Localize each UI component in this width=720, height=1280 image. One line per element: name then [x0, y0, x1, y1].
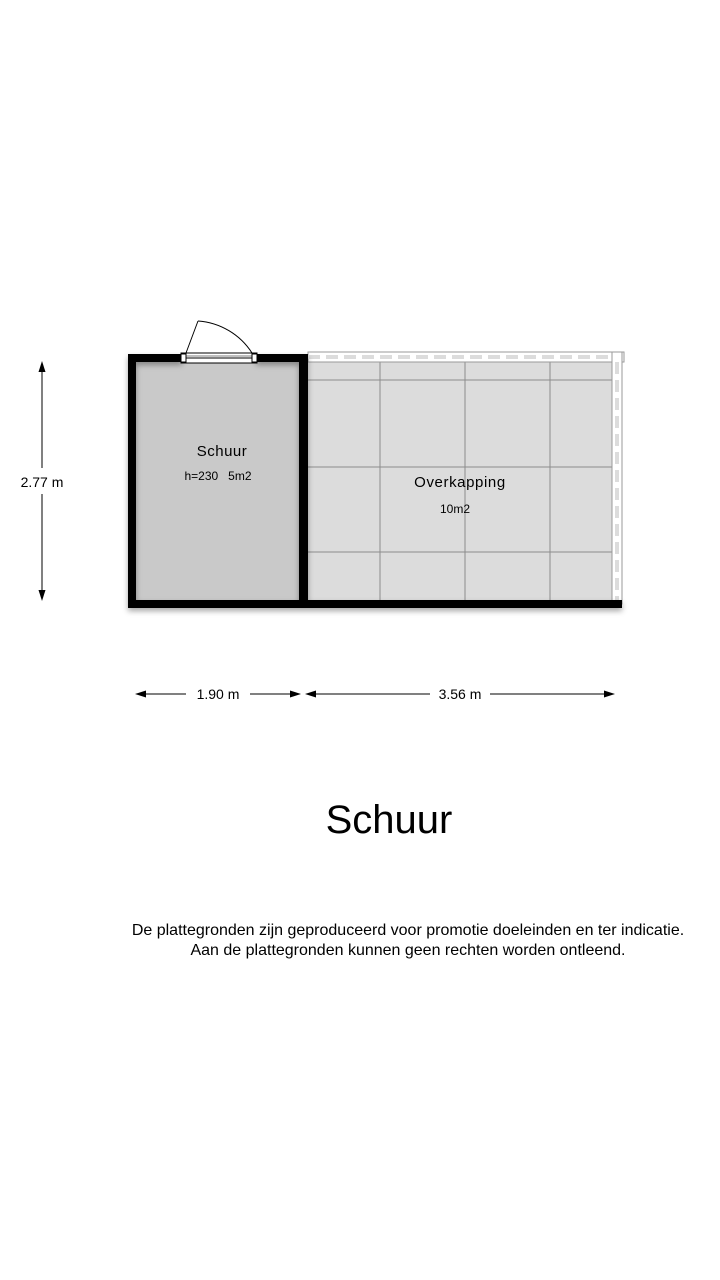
disclaimer-line-2: Aan de plattegronden kunnen geen rechten worden ontleend. — [190, 942, 626, 959]
door — [181, 321, 257, 363]
dimension-height-label: 2.77 m — [20, 474, 64, 490]
disclaimer-line-1: De plattegronden zijn geproduceerd voor promotie doeleinden en ter indicatie. — [131, 922, 685, 939]
plan-title: Schuur — [325, 798, 453, 842]
dimension-width-right-label: 3.56 m — [438, 686, 482, 702]
dimension-width-left-label: 1.90 m — [196, 686, 240, 702]
room-area-overkapping: 10m2 — [439, 502, 471, 516]
room-label-overkapping: Overkapping — [414, 474, 506, 491]
room-details-schuur: h=230 5m2 — [184, 469, 252, 483]
room-label-schuur: Schuur — [196, 443, 248, 460]
